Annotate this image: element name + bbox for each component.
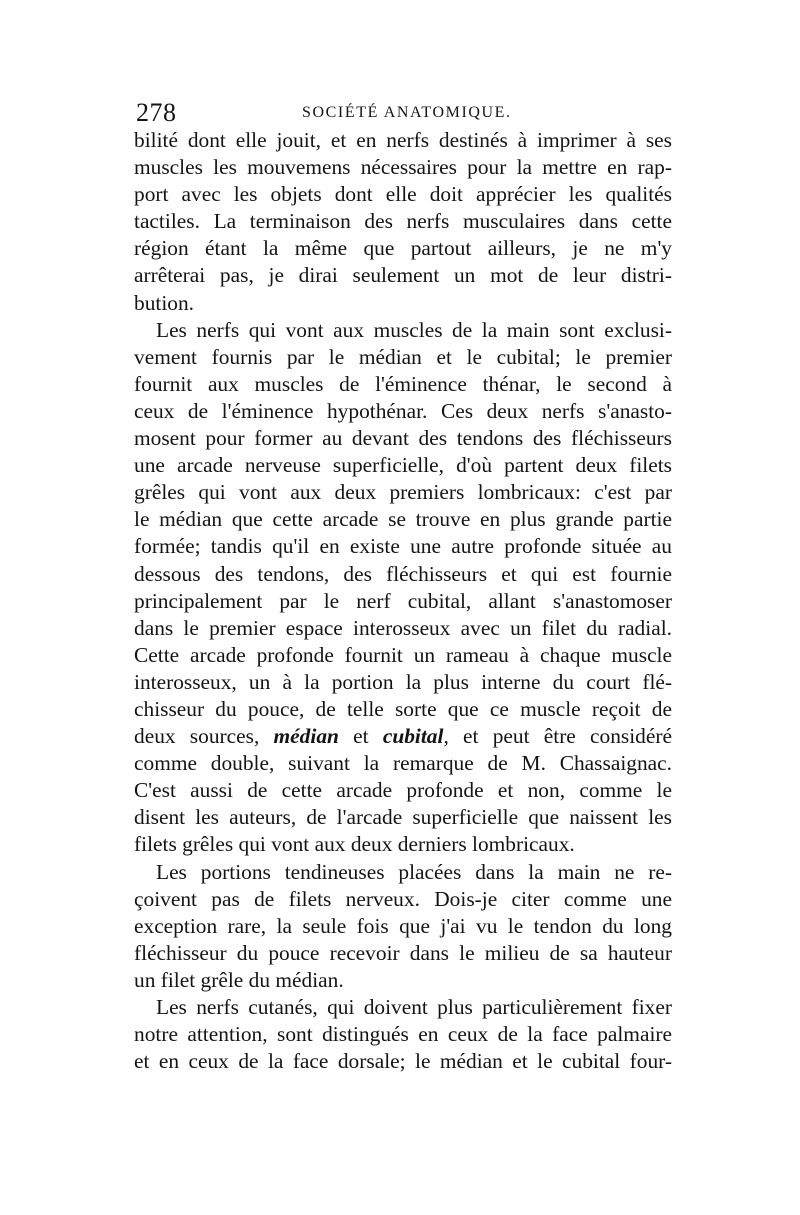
text-line: filets grêles qui vont aux deux derniers lombricaux. bbox=[134, 832, 575, 857]
text-line: bilité dont elle jouit, et en nerfs destinés à imprimer à ses bbox=[134, 128, 672, 152]
text-line: un filet grêle du médian. bbox=[134, 967, 344, 992]
page-header bbox=[134, 98, 672, 128]
text-line: dessous des tendons, des fléchisseurs et qui est fournie bbox=[134, 561, 672, 586]
text-line: le médian que cette arcade se trouve en plus grande partie bbox=[134, 507, 672, 532]
text-line: dans le premier espace interosseux avec un filet du radial. bbox=[134, 615, 672, 640]
text-line: fournit aux muscles de l'éminence thénar, le second à bbox=[134, 371, 672, 396]
italic-term: médian bbox=[273, 724, 339, 749]
text-line: Les nerfs cutanés, qui doivent plus particulièrement fixer bbox=[156, 995, 672, 1019]
text-line: région étant la même que partout ailleurs, je ne m'y bbox=[134, 236, 672, 261]
text-line bbox=[134, 723, 672, 750]
text-line: Cette arcade profonde fournit un rameau à chaque muscle bbox=[134, 642, 672, 667]
body-text bbox=[134, 127, 672, 1075]
text-line: disent les auteurs, de l'arcade superficielle que naissent les bbox=[134, 805, 672, 830]
text-segment: et bbox=[338, 724, 383, 749]
text-line: Les nerfs qui vont aux muscles de la main sont exclusi- bbox=[156, 317, 672, 342]
text-line: formée; tandis qu'il en existe une autre profonde située au bbox=[134, 534, 672, 559]
text-line: mosent pour former au devant des tendons des fléchisseurs bbox=[134, 426, 672, 451]
text-line: arrêterai pas, je dirai seulement un mot de leur distri- bbox=[134, 263, 672, 288]
text-line: interosseux, un à la portion la plus interne du court flé- bbox=[134, 669, 672, 694]
italic-term: cubital bbox=[382, 724, 444, 749]
text-line: et en ceux de la face dorsale; le médian et le cubital four- bbox=[134, 1049, 672, 1074]
text-line: bution. bbox=[134, 290, 195, 315]
text-line: chisseur du pouce, de telle sorte que ce muscle reçoit de bbox=[134, 696, 672, 721]
text-line: çoivent pas de filets nerveux. Dois-je citer comme une bbox=[134, 886, 672, 911]
text-line: principalement par le nerf cubital, allant s'anastomoser bbox=[134, 588, 672, 613]
text-segment: deux sources, bbox=[134, 724, 274, 749]
text-line: ceux de l'éminence hypothénar. Ces deux nerfs s'anasto- bbox=[134, 398, 672, 423]
text-line: une arcade nerveuse superficielle, d'où partent deux filets bbox=[134, 453, 672, 478]
text-line: comme double, suivant la remarque de M. Chassaignac. bbox=[134, 751, 672, 776]
text-line: tactiles. La terminaison des nerfs musculaires dans cette bbox=[134, 209, 672, 234]
text-line: fléchisseur du pouce recevoir dans le milieu de sa hauteur bbox=[134, 940, 672, 965]
running-head: SOCIÉTÉ ANATOMIQUE. bbox=[302, 104, 512, 121]
text-line: exception rare, la seule fois que j'ai vu le tendon du long bbox=[134, 913, 672, 938]
text-line: Les portions tendineuses placées dans la main ne re- bbox=[156, 859, 672, 884]
text-segment: , et peut être considéré bbox=[443, 724, 672, 749]
page-number: 278 bbox=[136, 98, 177, 127]
text-line: port avec les objets dont elle doit apprécier les qualités bbox=[134, 182, 672, 207]
text-line: grêles qui vont aux deux premiers lombricaux: c'est par bbox=[134, 480, 672, 505]
text-line: muscles les mouvemens nécessaires pour la mettre en rap- bbox=[134, 155, 672, 180]
text-line: notre attention, sont distingués en ceux de la face palmaire bbox=[134, 1022, 672, 1047]
text-line: vement fournis par le médian et le cubital; le premier bbox=[134, 344, 672, 369]
text-line: C'est aussi de cette arcade profonde et non, comme le bbox=[134, 778, 672, 803]
